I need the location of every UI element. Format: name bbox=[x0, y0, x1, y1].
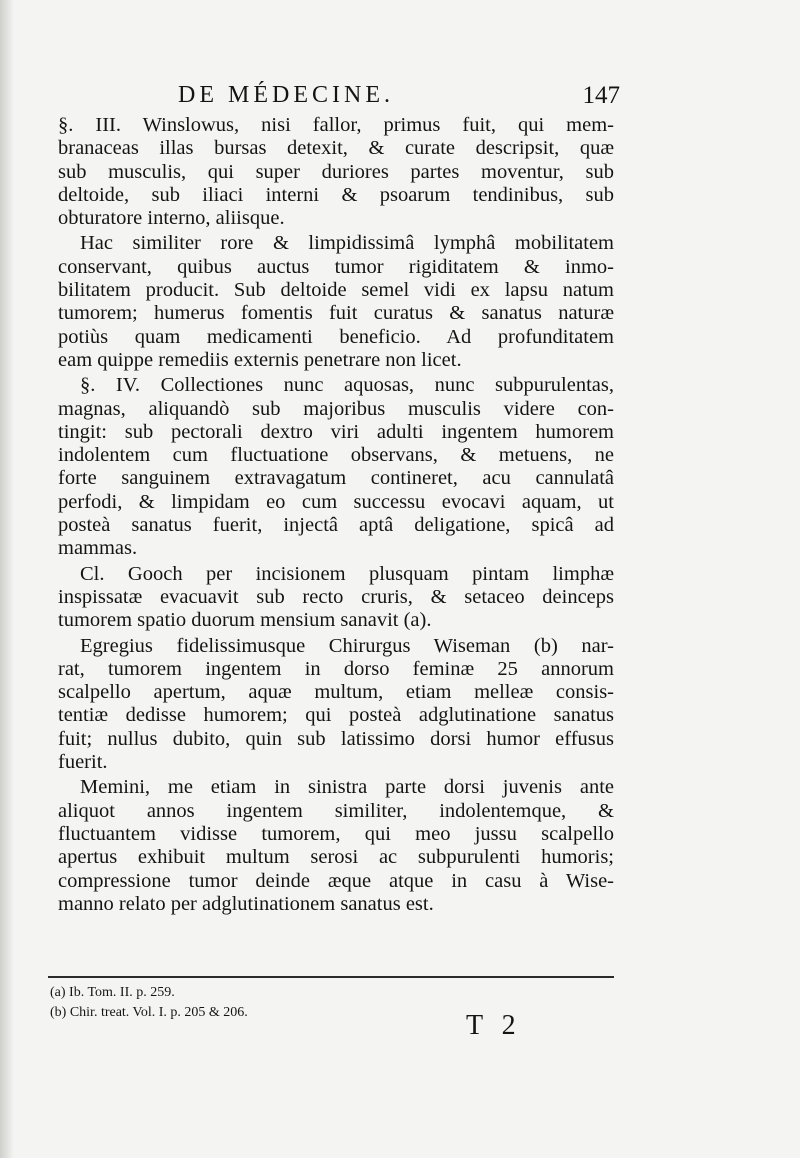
text-line: Cl. Gooch per incisionem plusquam pintam limphæ bbox=[80, 562, 614, 585]
text-line: apertus exhibuit multum serosi ac subpurulenti humoris; bbox=[58, 846, 614, 869]
text-line: conservant, quibus auctus tumor rigiditatem & inmo- bbox=[58, 255, 614, 278]
footnote: (a) Ib. Tom. II. p. 259. bbox=[50, 985, 175, 1000]
text-line: Hac similiter rore & limpidissimâ lymphâ mobilitatem bbox=[80, 232, 614, 255]
text-line: tingit: sub pectorali dextro viri adulti ingentem humorem bbox=[58, 420, 614, 443]
text-line: §. IV. Collectiones nunc aquosas, nunc subpurulentas, bbox=[80, 374, 614, 397]
text-line: inspissatæ evacuavit sub recto cruris, & setaceo deinceps bbox=[58, 585, 614, 608]
text-line: fluctuantem vidisse tumorem, qui meo jussu scalpello bbox=[58, 822, 614, 845]
text-line: compressione tumor deinde æque atque in casu à Wise- bbox=[58, 869, 614, 892]
text-line: scalpello apertum, aquæ multum, etiam melleæ consis- bbox=[58, 681, 614, 704]
text-line: Egregius fidelissimusque Chirurgus Wiseman (b) nar- bbox=[80, 634, 614, 657]
footnotes bbox=[50, 983, 450, 1023]
text-line: bilitatem producit. Sub deltoide semel vidi ex lapsu natum bbox=[58, 279, 614, 302]
body-text bbox=[58, 114, 614, 916]
page-number: 147 bbox=[582, 82, 620, 109]
text-line: tumorem; humerus fomentis fuit curatus & sanatus naturæ bbox=[58, 302, 614, 325]
text-line: perfodi, & limpidam eo cum successu evocavi aquam, ut bbox=[58, 490, 614, 513]
signature-mark: T 2 bbox=[466, 1010, 522, 1041]
text-line: posteà sanatus fuerit, injectâ aptâ deligatione, spicâ ad bbox=[58, 514, 614, 537]
text-line: potiùs quam medicamenti beneficio. Ad profunditatem bbox=[58, 325, 614, 348]
text-line: indolentem cum fluctuatione observans, & metuens, ne bbox=[58, 444, 614, 467]
text-line: aliquot annos ingentem similiter, indolentemque, & bbox=[58, 799, 614, 822]
page-header bbox=[60, 82, 620, 116]
text-line: §. III. Winslowus, nisi fallor, primus fuit, qui mem- bbox=[58, 114, 614, 136]
text-line: fuit; nullus dubito, quin sub latissimo dorsi humor effusus bbox=[58, 727, 614, 750]
text-line: branaceas illas bursas detexit, & curate descripsit, quæ bbox=[58, 137, 614, 160]
text-line: obturatore interno, aliisque. bbox=[58, 207, 285, 230]
text-line: mammas. bbox=[58, 537, 138, 560]
text-line: tumorem spatio duorum mensium sanavit (a). bbox=[58, 609, 432, 632]
text-line: magnas, aliquandò sub majoribus musculis videre con- bbox=[58, 397, 614, 420]
text-line: deltoide, sub iliaci interni & psoarum tendinibus, sub bbox=[58, 183, 614, 206]
text-line: forte sanguinem extravagatum contineret, acu cannulatâ bbox=[58, 467, 614, 490]
text-line: fuerit. bbox=[58, 751, 108, 774]
text-line: tentiæ dedisse humorem; qui posteà adglutinatione sanatus bbox=[58, 704, 614, 727]
text-line: rat, tumorem ingentem in dorso feminæ 25 annorum bbox=[58, 657, 614, 680]
text-line: eam quippe remediis externis penetrare non licet. bbox=[58, 348, 462, 371]
footnote-rule bbox=[48, 976, 614, 978]
running-title: DE MÉDECINE. bbox=[178, 82, 394, 108]
text-line: Memini, me etiam in sinistra parte dorsi juvenis ante bbox=[80, 776, 614, 799]
page-edge-shadow bbox=[0, 0, 14, 1158]
footnote: (b) Chir. treat. Vol. I. p. 205 & 206. bbox=[50, 1005, 248, 1020]
text-line: sub musculis, qui super duriores partes moventur, sub bbox=[58, 160, 614, 183]
text-line: manno relato per adglutinationem sanatus est. bbox=[58, 892, 434, 915]
